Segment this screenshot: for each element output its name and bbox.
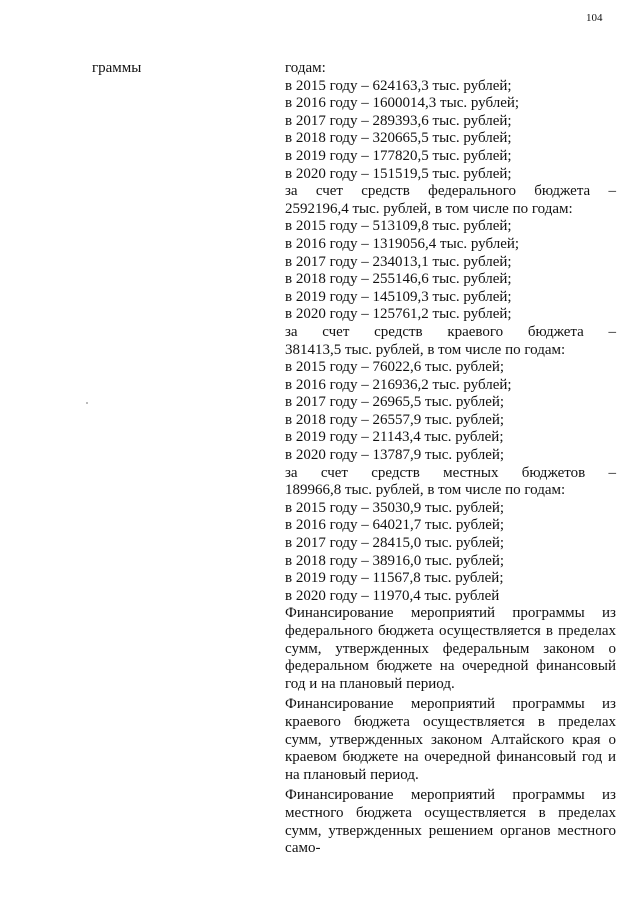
regional-year-line: в 2015 году – 76022,6 тыс. рублей; (285, 359, 505, 376)
intro-year-line: в 2020 году – 151519,5 тыс. рублей; (285, 165, 512, 182)
intro-line: годам: (285, 60, 326, 76)
federal-year-line: в 2018 году – 255146,6 тыс. рублей; (285, 271, 512, 288)
financing-notes (285, 605, 616, 857)
regional-budget-section (285, 324, 616, 465)
regional-year-line: в 2016 году – 216936,2 тыс. рублей; (285, 376, 512, 393)
federal-financing-paragraph: Финансирование мероприятий программы из федерального бюджета осуществляется в пределах сумм, утвержденных федеральным законом о федеральном бюджете на очередной финансовый год и на плановый период. (285, 605, 616, 692)
intro-year-line: в 2019 году – 177820,5 тыс. рублей; (285, 147, 512, 164)
regional-year-line: в 2019 году – 21143,4 тыс. рублей; (285, 429, 504, 446)
local-year-line: в 2016 году – 64021,7 тыс. рублей; (285, 517, 505, 534)
intro-year-line: в 2016 году – 1600014,3 тыс. рублей; (285, 95, 520, 112)
regional-total: 381413,5 тыс. рублей, в том числе по годам: (285, 341, 566, 358)
local-year-line: в 2015 году – 35030,9 тыс. рублей; (285, 499, 505, 516)
federal-budget-section (285, 183, 616, 324)
regional-year-line: в 2018 году – 26557,9 тыс. рублей; (285, 411, 505, 428)
scan-speck (86, 402, 88, 404)
federal-year-line: в 2020 году – 125761,2 тыс. рублей; (285, 306, 512, 323)
local-heading: за счет средств местных бюджетов – (285, 464, 616, 481)
intro-year-line: в 2017 году – 289393,6 тыс. рублей; (285, 112, 512, 129)
local-budget-section (285, 465, 616, 606)
regional-year-line: в 2020 году – 13787,9 тыс. рублей; (285, 447, 505, 464)
federal-total: 2592196,4 тыс. рублей, в том числе по годам: (285, 200, 573, 217)
federal-year-line: в 2019 году – 145109,3 тыс. рублей; (285, 288, 512, 305)
table-left-cell: граммы (92, 60, 142, 76)
federal-heading: за счет средств федерального бюджета – (285, 183, 616, 200)
local-total: 189966,8 тыс. рублей, в том числе по годам: (285, 482, 566, 499)
intro-year-line: в 2018 году – 320665,5 тыс. рублей; (285, 130, 512, 147)
page-number: 104 (586, 12, 603, 24)
federal-year-line: в 2015 году – 513109,8 тыс. рублей; (285, 218, 512, 235)
table-right-cell (285, 60, 616, 861)
local-year-line: в 2020 году – 11970,4 тыс. рублей (285, 587, 500, 604)
regional-financing-paragraph: Финансирование мероприятий программы из краевого бюджета осуществляется в пределах сумм, утвержденных законом Алтайского края о краевом бюджете на очередной финансовый год и на плановый период. (285, 696, 616, 783)
regional-heading: за счет средств краевого бюджета – (285, 323, 616, 340)
local-financing-paragraph: Финансирование мероприятий программы из местного бюджета осуществляется в пределах сумм, утвержденных решением органов местного само- (285, 787, 616, 857)
federal-year-line: в 2016 году – 1319056,4 тыс. рублей; (285, 235, 520, 252)
local-year-line: в 2018 году – 38916,0 тыс. рублей; (285, 552, 505, 569)
regional-year-line: в 2017 году – 26965,5 тыс. рублей; (285, 394, 505, 411)
federal-year-line: в 2017 году – 234013,1 тыс. рублей; (285, 253, 512, 270)
financing-intro (285, 60, 616, 183)
local-year-line: в 2019 году – 11567,8 тыс. рублей; (285, 570, 504, 587)
intro-year-line: в 2015 году – 624163,3 тыс. рублей; (285, 77, 512, 94)
local-year-line: в 2017 году – 28415,0 тыс. рублей; (285, 535, 505, 552)
